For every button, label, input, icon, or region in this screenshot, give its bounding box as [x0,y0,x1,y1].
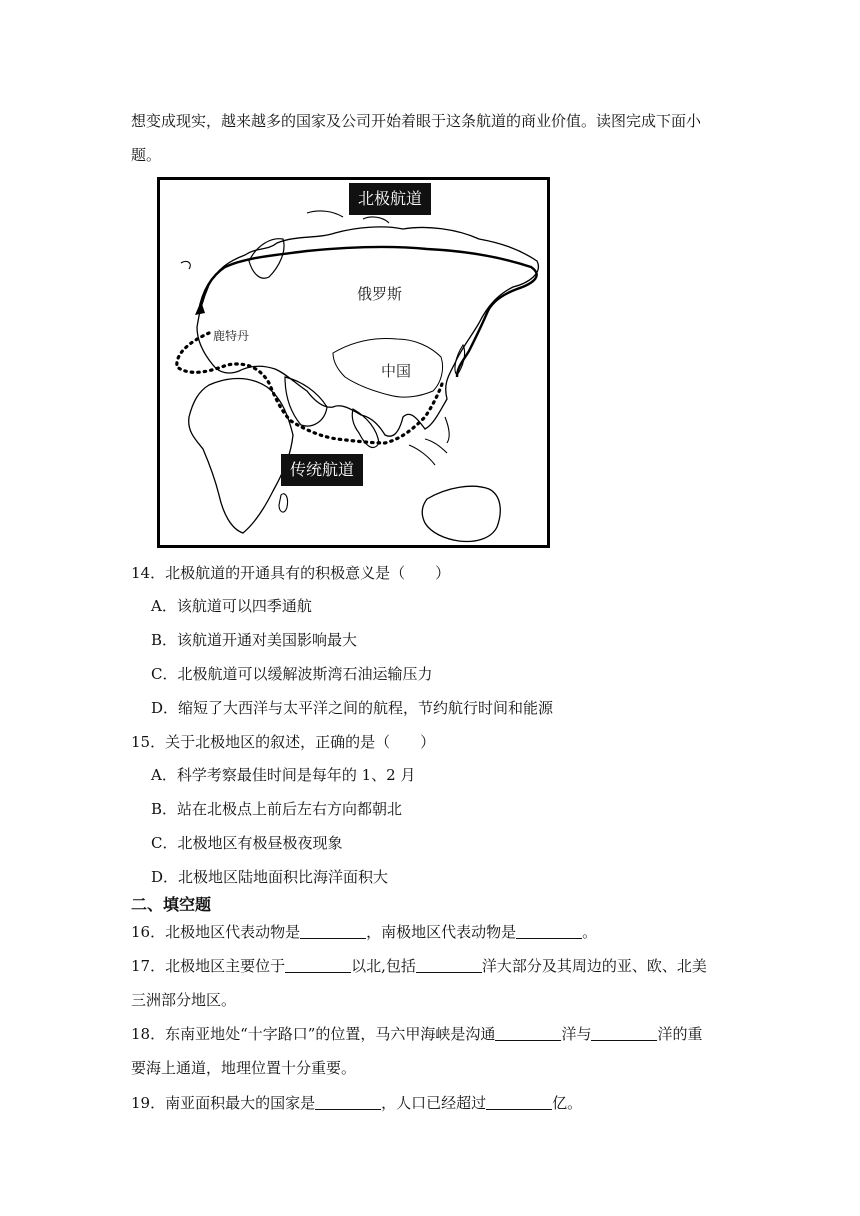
russia-label: 俄罗斯 [357,285,403,303]
q15-option-c: C．北极地区有极昼极夜现象 [151,834,343,852]
q18-part2: 洋与 [561,1025,592,1043]
q17-line-1 [131,956,707,976]
q18-line-1 [131,1024,702,1044]
q16-line [131,922,597,942]
q15-option-a: A．科学考察最佳时间是每年的 1、2 月 [151,766,416,784]
q15-option-b: B．站在北极点上前后左右方向都朝北 [151,800,403,818]
intro-line-2: 题。 [131,146,162,164]
q17-blank-1 [285,956,351,973]
rotterdam-label: 鹿特丹 [213,329,250,343]
q14-option-c: C．北极航道可以缓解波斯湾石油运输压力 [151,665,433,683]
q16-blank-2 [516,922,582,939]
q15-option-d: D．北极地区陆地面积比海洋面积大 [151,868,389,886]
q16-part2: ，南极地区代表动物是 [366,923,517,941]
section-title-fill-blank: 二、填空题 [131,895,212,914]
q17-blank-2 [416,956,482,973]
q19-blank-1 [315,1093,381,1110]
q16-part1: 16．北极地区代表动物是 [131,923,301,941]
map-frame [159,179,549,547]
traditional-route-label: 传统航道 [281,454,363,486]
q14-stem: 14．北极航道的开通具有的积极意义是（ ） [131,564,451,582]
q15-stem: 15．关于北极地区的叙述，正确的是（ ） [131,733,436,751]
q18-line-2: 要海上通道，地理位置十分重要。 [131,1059,357,1077]
q19-part2: ，人口已经超过 [381,1094,487,1112]
q18-blank-2 [591,1024,657,1041]
q19-part1: 19．南亚面积最大的国家是 [131,1094,316,1112]
q14-option-b: B．该航道开通对美国影响最大 [151,631,358,649]
q17-line-2: 三洲部分地区。 [131,991,237,1009]
q16-part3: 。 [582,923,598,941]
q17-part2: 以北,包括 [351,957,416,975]
q14-option-a: A．该航道可以四季通航 [151,597,312,615]
q18-part1: 18．东南亚地处“十字路口”的位置，马六甲海峡是沟通 [131,1025,496,1043]
q14-option-d: D．缩短了大西洋与太平洋之间的航程，节约航行时间和能源 [151,699,554,717]
intro-line-1: 想变成现实，越来越多的国家及公司开始着眼于这条航道的商业价值。读图完成下面小 [131,112,702,130]
q17-part1: 17．北极地区主要位于 [131,957,286,975]
q19-line [131,1093,582,1113]
q18-blank-1 [495,1024,561,1041]
q19-part3: 亿。 [552,1094,583,1112]
route-map [157,177,550,548]
arctic-route-label: 北极航道 [349,183,431,215]
china-label: 中国 [381,362,412,380]
q16-blank-1 [300,922,366,939]
q18-part3: 洋的重 [657,1025,703,1043]
q17-part3: 洋大部分及其周边的亚、欧、北美 [481,957,707,975]
q19-blank-2 [486,1093,552,1110]
